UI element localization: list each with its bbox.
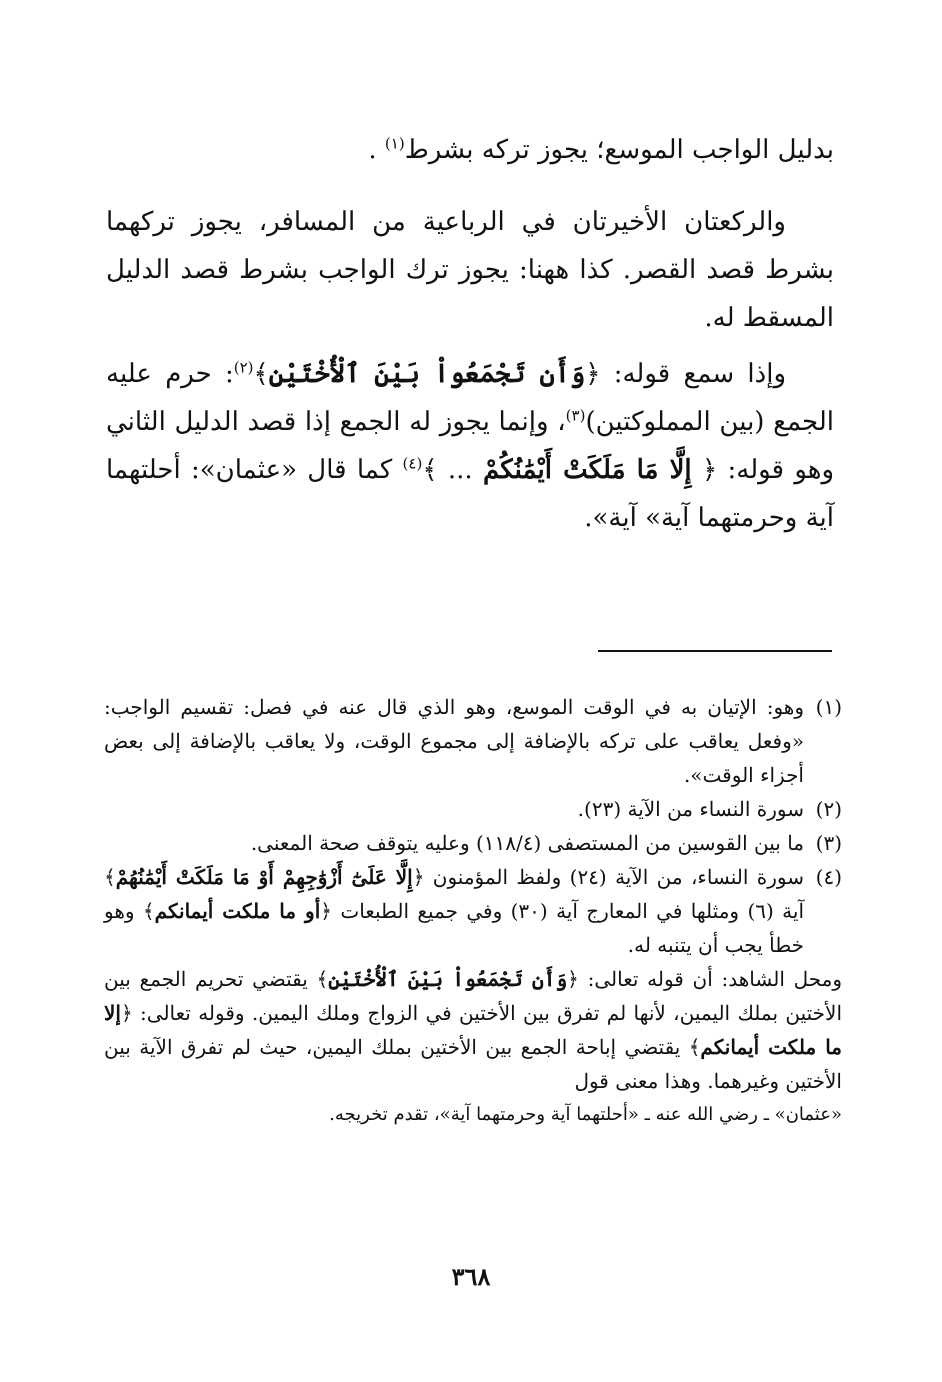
paragraph-3-intro: وإذا سمع قوله:: [613, 359, 787, 389]
footnote-note-b: يقتضي تحريم الجمع بين الأختين بملك اليمين، لأنها لم تفرق بين الأختين في الزواج وملك اليمين. وقوله تعالى:: [104, 967, 843, 1025]
footnote-ref-1[interactable]: (١): [384, 134, 405, 153]
footnotes-section: [104, 690, 842, 1132]
footnote-3-number: (٣): [815, 831, 842, 855]
footnote-note-c: يقتضي إباحة الجمع بين الأختين بملك اليمين، حيث لم تفرق الآية بين الأختين وغيرهما. وهذا معنى قول: [104, 1035, 842, 1093]
footnote-2-number: (٢): [815, 797, 842, 821]
footnote-note-verse: وَأَن تَجْمَعُواْ بَيْنَ ٱلْأُخْتَيْنِ: [328, 967, 568, 991]
footnote-4-number: (٤): [815, 865, 842, 889]
footnote-4-verse: إِلَّا عَلَىٰٓ أَزْوَٰجِهِمْ أَوْ مَا مَلَكَتْ أَيْمَٰنُهُمْ: [115, 865, 413, 889]
footnote-4-a: سورة النساء، من الآية (٢٤) ولفظ المؤمنون: [432, 865, 805, 889]
footnote-4: (٤) سورة النساء، من الآية (٢٤) ولفظ المؤمنون ﴿إِلَّا عَلَىٰٓ أَزْوَٰجِهِمْ أَوْ مَا مَلَكَتْ أَيْمَٰنُهُمْ﴾ آية (٦) ومثلها في المعارج آية (٣٠) وفي جميع الطبعات ﴿أو ما ملكت أيمانكم﴾ وهو خطأ يجب أن يتنبه له.: [104, 860, 842, 962]
footnote-ref-2[interactable]: (٢): [233, 358, 254, 377]
paragraph-3-c: ، وإنما يجوز له الجمع إذا قصد الدليل الثاني وهو قوله:: [106, 407, 835, 485]
quran-open-bracket-2: ﴿: [701, 455, 718, 485]
quran-close-bracket: ﴾: [253, 359, 269, 389]
quran-verse-right-hands: إِلَّا مَا مَلَكَتْ أَيْمَٰنُكُمْ: [483, 455, 692, 485]
footnote-1-number: (١): [815, 695, 842, 719]
footnote-ref-4[interactable]: (٤): [402, 454, 423, 473]
footnote-2-text: سورة النساء من الآية (٢٣).: [577, 797, 804, 821]
paragraph-1-text: بدليل الواجب الموسع؛ يجوز تركه بشرط: [404, 135, 834, 165]
paragraph-3: [106, 350, 834, 542]
paragraph-3-b: : حرم عليه الجمع (بين المملوكتين): [106, 359, 834, 437]
paragraph-3-d: كما قال «عثمان»: أحلتهما آية وحرمتهما آية» آية».: [106, 455, 834, 533]
footnote-4-c: وهو خطأ يجب أن يتنبه له.: [104, 899, 804, 957]
footnote-note-bold: إلا ما ملكت أيمانكم: [104, 1001, 843, 1059]
quran-verse-sisters: وَأَن تَجْمَعُواْ بَيْنَ ٱلْأُخْتَيْنِ: [268, 359, 586, 389]
footnote-3: [104, 826, 842, 860]
paragraph-2: [106, 198, 834, 342]
footnote-3-text: ما بين القوسين من المستصفى (١١٨/٤) وعليه يتوقف صحة المعنى.: [250, 831, 804, 855]
quran-close-bracket-2: ﴾: [422, 455, 438, 485]
quran-open-bracket: ﴿: [585, 359, 601, 389]
footnote-note-d: «عثمان» ـ رضي الله عنه ـ «أحلتهما آية وحرمتهما آية»، تقدم تخريجه.: [329, 1104, 842, 1125]
footnote-divider: [598, 650, 832, 652]
footnote-4-b: آية (٦) ومثلها في المعارج آية (٣٠) وفي جميع الطبعات: [340, 899, 805, 923]
verse-ellipsis: ...: [447, 455, 473, 485]
footnote-4-bold: أو ما ملكت أيمانكم: [154, 899, 321, 923]
footnote-note: ومحل الشاهد: أن قوله تعالى: ﴿وَأَن تَجْمَعُواْ بَيْنَ ٱلْأُخْتَيْنِ﴾ يقتضي تحريم الجمع بين الأختين بملك اليمين، لأنها لم تفرق بين الأختين في الزواج وملك اليمين. وقوله تعالى: ﴿إلا ما ملكت أيمانكم﴾ يقتضي إباحة الجمع بين الأختين بملك اليمين، حيث لم تفرق الآية بين الأختين وغيرهما. وهذا معنى قول: [104, 967, 843, 1093]
footnote-1-text: وهو: الإتيان به في الوقت الموسع، وهو الذي قال عنه في فصل: تقسيم الواجب: «وفعل يعاقب على تركه بالإضافة إلى مجموع الوقت، ولا يعاقب بالإضافة إلى بعض أجزاء الوقت».: [104, 695, 804, 787]
footnote-2: [104, 792, 842, 826]
footnote-1: [104, 690, 842, 792]
paragraph-2-text: والركعتان الأخيرتان في الرباعية من المسافر، يجوز تركهما بشرط قصد القصر. كذا ههنا: يجوز ترك الواجب بشرط قصد الدليل المسقط له.: [106, 207, 834, 333]
paragraph-1-end: .: [368, 135, 377, 165]
paragraph-1: [106, 126, 834, 174]
footnote-ref-3[interactable]: (٣): [565, 406, 586, 425]
footnote-note-a: ومحل الشاهد: أن قوله تعالى:: [587, 967, 843, 991]
page-number: ٣٦٨: [451, 1262, 491, 1291]
